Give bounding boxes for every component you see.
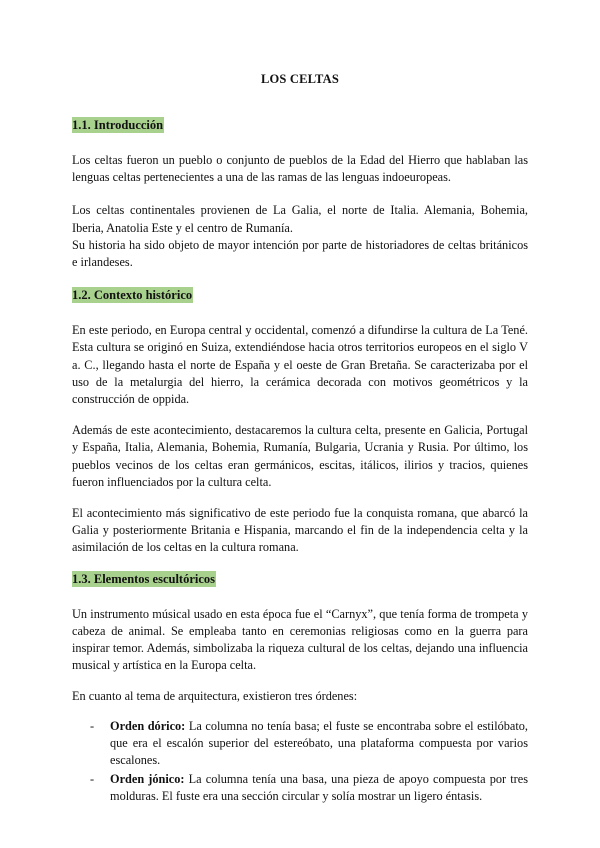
section-heading-text: 1.3. Elementos escultóricos bbox=[72, 571, 216, 586]
paragraph: Los celtas continentales provienen de La Galia, el norte de Italia. Alemania, Bohemia, Iberia, Anatolia Este y el centro de Rumanía. bbox=[72, 203, 528, 235]
paragraph: Un instrumento músical usado en esta época fue el “Carnyx”, que tenía forma de trompeta y cabeza de animal. Se empleaba tanto en ceremonias religiosas como en la guerra para inspirar temor. Además, simbolizaba la riqueza cultural de los celtas, dejando una influencia musical y artística en la Europa celta. bbox=[72, 606, 528, 673]
list-item-term: Orden jónico: bbox=[110, 772, 185, 787]
paragraph: Los celtas fueron un pueblo o conjunto de pueblos de la Edad del Hierro que hablaban las lenguas celtas pertenecientes a una de las ramas de las lenguas indoeuropeas. bbox=[72, 153, 528, 185]
list-item-text: La columna no tenía basa; el fuste se encontraba sobre el estilóbato, que era el escalón superior del estereóbato, una plataforma compuesta por varios escalones. bbox=[110, 718, 529, 768]
paragraph: En este periodo, en Europa central y occidental, comenzó a difundirse la cultura de La Tené. Esta cultura se originó en Suiza, extendiéndose hacia otros territorios europeos en el siglo V a. C., llegando hasta el norte de España y el oeste de Gran Bretaña. Se caracterizaba por el uso de la metalurgia del hierro, la cerámica decorada con motivos geométricos y la construcción de oppida. bbox=[72, 323, 528, 407]
list-bullet: - bbox=[90, 772, 95, 787]
list-bullet: - bbox=[90, 718, 95, 733]
list-item bbox=[90, 771, 529, 805]
paragraph: En cuanto al tema de arquitectura, existieron tres órdenes: bbox=[72, 689, 358, 704]
paragraph: Su historia ha sido objeto de mayor intención por parte de historiadores de celtas británicos e irlandeses. bbox=[72, 237, 528, 270]
section-heading-text: 1.2. Contexto histórico bbox=[72, 288, 193, 303]
architecture-orders-list bbox=[72, 718, 528, 806]
section-heading-contexto bbox=[72, 287, 528, 304]
section-heading-elementos bbox=[72, 571, 528, 588]
section-heading-text: 1.1. Introducción bbox=[72, 118, 164, 132]
list-item-text: La columna tenía una basa, una pieza de apoyo compuesta por tres molduras. El fuste era una sección circular y solía mostrar un ligero éntasis. bbox=[110, 772, 529, 804]
section-heading-introduccion bbox=[72, 117, 528, 134]
list-item bbox=[90, 718, 529, 770]
paragraph: El acontecimiento más significativo de este periodo fue la conquista romana, que abarcó la Galia y posteriormente Britania e Hispania, marcando el fin de la independencia celta y la asimilación de los celtas en la cultura romana. bbox=[72, 506, 528, 555]
document-title: LOS CELTAS bbox=[260, 72, 340, 86]
list-item-term: Orden dórico: bbox=[110, 718, 186, 733]
paragraph: Además de este acontecimiento, destacaremos la cultura celta, presente en Galicia, Portugal y España, Italia, Alemania, Bohemia, Rumanía, Bulgaria, Ucrania y Rusia. Por último, los pueblos vecinos de los celtas eran germánicos, escitas, itálicos, ilirios y tracios, quienes fueron influenciados por la cultura celta. bbox=[72, 423, 528, 489]
